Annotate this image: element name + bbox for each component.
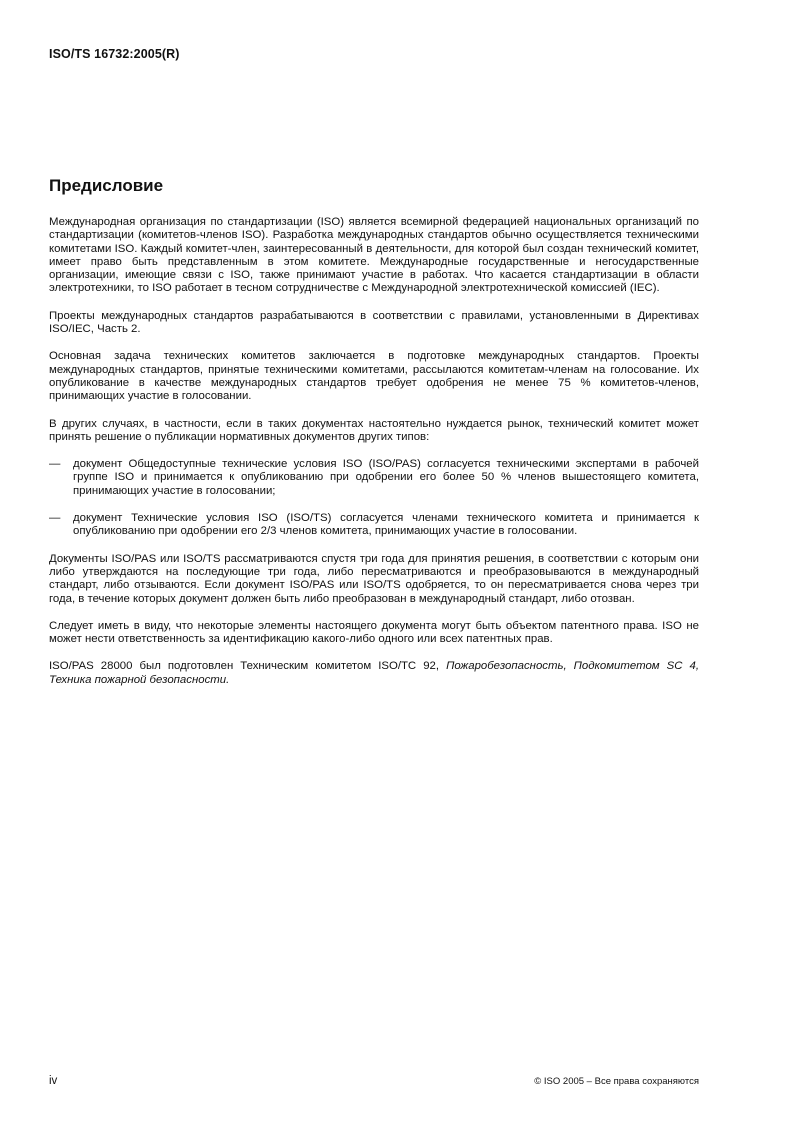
list-item-pas — [49, 458, 699, 498]
paragraph-prepared-by — [49, 660, 699, 687]
paragraph-patents: Следует иметь в виду, что некоторые элементы настоящего документа могут быть объектом патентного права. ISO не может нести ответственность за идентификацию какого-либо одного или всех патентных прав. — [49, 619, 699, 646]
list-item-text: документ Общедоступные технические условия ISO (ISO/PAS) согласуется техническими экспертами в рабочей группе ISO и принимается к опубликованию при одобрении его более 50 % членов вышестоящего комитета, принимающих участие в голосовании; — [73, 458, 699, 497]
section-title: Предисловие — [49, 176, 164, 195]
list-dash: — — [49, 512, 61, 525]
foreword-section — [49, 176, 699, 701]
paragraph-main-task: Основная задача технических комитетов заключается в подготовке международных стандартов. Проекты международных стандартов, принятые техническими комитетами, рассылаются комитетам-членам на голосование. Их опубликование в качестве международных стандартов требует одобрения не менее 75 % комитетов-членов, принимающих участие в голосовании. — [49, 350, 699, 403]
paragraph-other-cases: В других случаях, в частности, если в таких документах настоятельно нуждается рынок, технический комитет может принять решение о публикации нормативных документов других типов: — [49, 417, 699, 443]
copyright-notice: © ISO 2005 – Все права сохраняются — [534, 1076, 699, 1087]
list-item-ts — [49, 512, 699, 539]
document-code: ISO/TS 16732:2005(R) — [49, 47, 180, 61]
paragraph-review: Документы ISO/PAS или ISO/TS рассматриваются спустя три года для принятия решения, в соответствии с которым они либо утверждаются на последующие три года, либо пересматриваются и преобразовываются в международный стандарт, либо отзываются. Если документ ISO/PAS или ISO/TS одобряется, то он пересматривается снова через три года, в течение которых документ должен быть либо преобразован в международный стандарт, либо отозван. — [49, 552, 699, 605]
prepared-by-text: ISO/PAS 28000 был подготовлен Техническим комитетом ISO/TC 92, — [49, 660, 447, 673]
list-dash: — — [49, 458, 61, 471]
paragraph-drafting-rules: Проекты международных стандартов разрабатываются в соответствии с правилами, установленными в Директивах ISO/IEC, Часть 2. — [49, 309, 699, 336]
paragraph-intro: Международная организация по стандартизации (ISO) является всемирной федерацией национальных организаций по стандартизации (комитетов-членов ISO). Разработка международных стандартов обычно осуществляется техническими комитетами ISO. Каждый комитет-член, заинтересованный в деятельности, для которой был создан технический комитет, имеет право быть представленным в этом комитете. Международные государственные и негосударственные организации, имеющие связи с ISO, также принимают участие в работах. Что касается стандартизации в области электротехники, то ISO работает в тесном сотрудничестве с Международной электротехнической комиссией (IEC). — [49, 216, 699, 295]
committee-name: Пожаробезопасность, Подкомитетом SC 4, Техника пожарной безопасности. — [49, 660, 699, 686]
list-item-text: документ Технические условия ISO (ISO/TS) согласуется членами технического комитета и принимается к опубликованию при одобрении его 2/3 членов комитета, принимающих участие в голосовании. — [73, 512, 699, 538]
page-number: iv — [49, 1075, 58, 1087]
